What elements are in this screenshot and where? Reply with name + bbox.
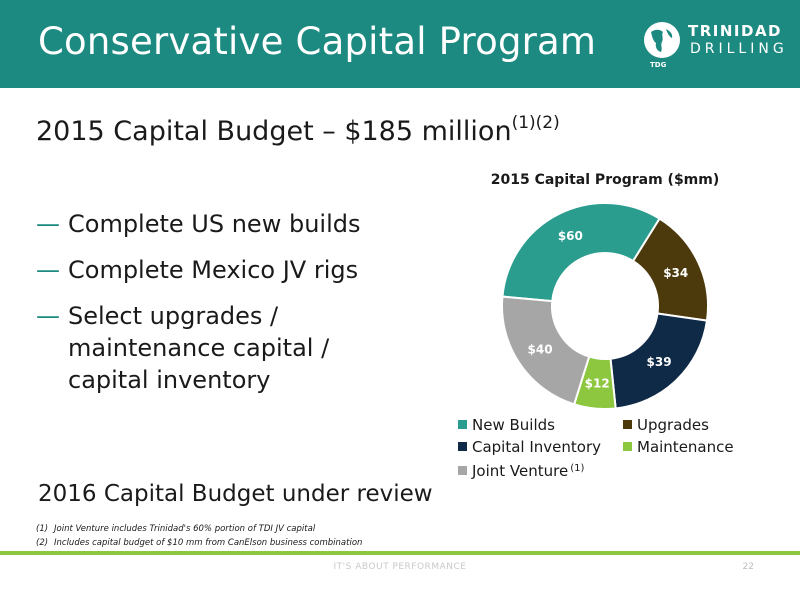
bullet-item	[36, 254, 416, 286]
trinidad-drilling-logo	[642, 20, 788, 72]
legend-swatch	[458, 466, 467, 475]
dash-icon: —	[36, 210, 60, 238]
footer-divider	[0, 551, 800, 555]
legend-label: Joint Venture	[472, 462, 569, 480]
legend-swatch	[458, 442, 467, 451]
legend-label: New Builds	[472, 416, 555, 434]
bullet-text: Complete US new builds	[68, 210, 361, 238]
page-number: 22	[742, 562, 754, 572]
footnote-mark: (2)	[36, 538, 49, 548]
bullet-text: Select upgrades / maintenance capital / capital inventory	[68, 302, 330, 394]
donut-data-label: $40	[527, 342, 553, 357]
chart-title: 2015 Capital Program ($mm)	[490, 172, 720, 188]
logo-abbreviation: TDG	[650, 61, 667, 69]
legend-item-new-builds	[458, 416, 555, 434]
footnotes	[36, 522, 362, 550]
capital-budget-heading	[36, 115, 560, 147]
bullet-text: Complete Mexico JV rigs	[68, 256, 359, 284]
legend-swatch	[623, 420, 632, 429]
legend-item-upgrades	[623, 416, 709, 434]
donut-data-label: $39	[646, 355, 672, 370]
donut-chart	[470, 196, 740, 416]
footnote	[36, 536, 362, 550]
logo-name-line2: DRILLING	[690, 41, 788, 57]
legend-label: Upgrades	[637, 416, 709, 434]
next-year-budget-note: 2016 Capital Budget under review	[38, 481, 433, 507]
donut-data-label: $12	[584, 376, 610, 391]
legend-label: Maintenance	[637, 438, 734, 456]
footnote-mark: (1)	[36, 524, 49, 534]
legend-footnote-ref: (1)	[570, 463, 585, 474]
donut-slice-new-builds	[502, 203, 659, 301]
legend-label: Capital Inventory	[472, 438, 602, 456]
header-bar	[0, 0, 800, 88]
dash-icon: —	[36, 256, 60, 284]
bullet-list	[36, 208, 416, 410]
globe-icon	[642, 20, 682, 60]
legend-swatch	[623, 442, 632, 451]
bullet-item	[36, 300, 416, 396]
footnote	[36, 522, 362, 536]
legend-item-capital-inventory	[458, 438, 601, 456]
capital-budget-text: 2015 Capital Budget – $185 million	[36, 116, 512, 147]
logo-name-line1: TRINIDAD	[688, 22, 783, 40]
legend-item-joint-venture	[458, 460, 584, 480]
footer-slogan: IT'S ABOUT PERFORMANCE	[333, 562, 467, 572]
legend-swatch	[458, 420, 467, 429]
legend-item-maintenance	[623, 438, 734, 456]
footnote-text: Joint Venture includes Trinidad's 60% portion of TDI JV capital	[54, 524, 316, 534]
dash-icon: —	[36, 302, 60, 330]
bullet-item	[36, 208, 416, 240]
footnote-text: Includes capital budget of $10 mm from CanElson business combination	[54, 538, 363, 548]
slide-title: Conservative Capital Program	[38, 20, 597, 63]
donut-data-label: $60	[557, 229, 583, 244]
capital-budget-footnote-ref: (1)(2)	[511, 113, 560, 133]
donut-data-label: $34	[663, 266, 689, 281]
